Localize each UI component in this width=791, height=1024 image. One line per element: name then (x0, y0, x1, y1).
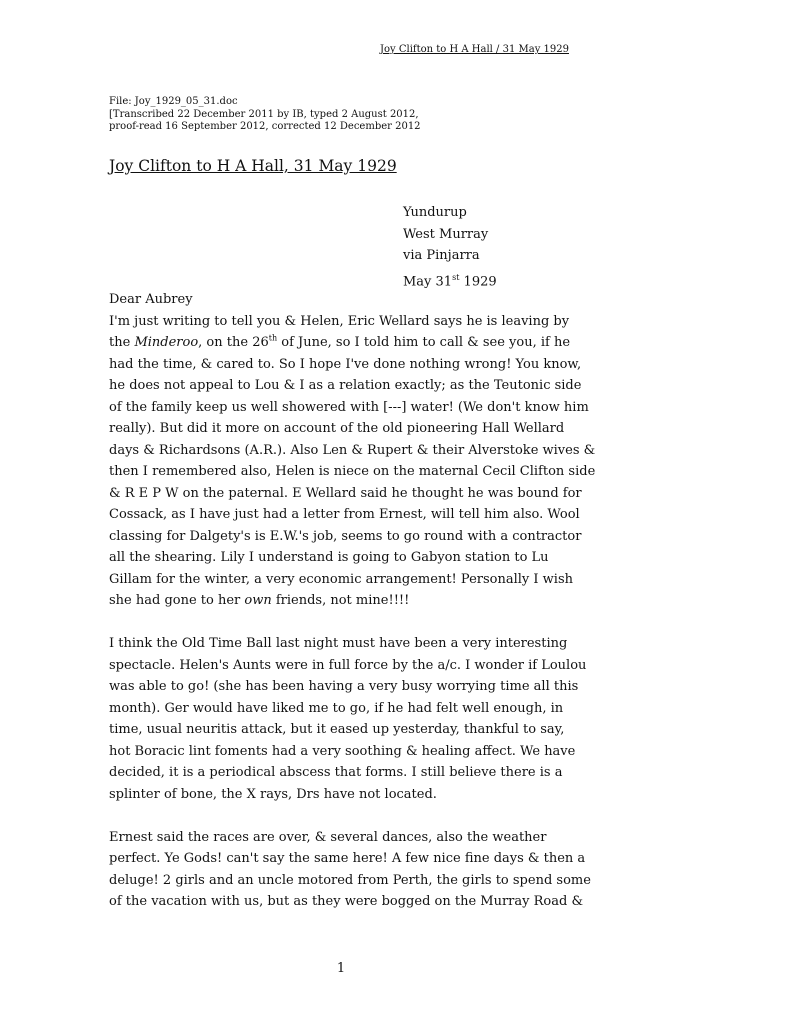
text-line: then I remembered also, Helen is niece on the maternal Cecil Clifton side (109, 464, 596, 479)
text-line: I think the Old Time Ball last night must have been a very interesting (109, 636, 568, 651)
ship-name: Minderoo (134, 335, 199, 350)
paragraph-gap (109, 805, 579, 827)
text-line: all the shearing. Lily I understand is going to Gabyon station to Lu (109, 550, 549, 565)
text-line: the Minderoo, on the 26th of June, so I told him to call & see you, if he (109, 333, 571, 350)
text-line: of the family keep us well showered with [---] water! (We don't know him (109, 399, 589, 415)
text-line: decided, it is a periodical abscess that forms. I still believe there is a (109, 765, 563, 780)
paragraph (109, 633, 587, 805)
file-info-line: [Transcribed 22 December 2011 by IB, typed 2 August 2012, (109, 108, 419, 120)
page-number: 1 (336, 961, 346, 976)
document-title: Joy Clifton to H A Hall, 31 May 1929 (109, 157, 397, 175)
text-line: & R E P W on the paternal. E Wellard said he thought he was bound for (109, 485, 582, 501)
letter-date: May 31st 1929 (403, 272, 497, 289)
text-line: he does not appeal to Lou & I as a relation exactly; as the Teutonic side (109, 378, 582, 393)
text-line: classing for Dalgety's is E.W.'s job, seems to go round with a contractor (109, 528, 582, 544)
address-line: Yundurup (403, 205, 467, 220)
file-info (109, 96, 421, 134)
text-line: month). Ger would have liked me to go, if he had felt well enough, in (109, 700, 564, 716)
salutation: Dear Aubrey (109, 292, 193, 307)
text-line: Cossack, as I have just had a letter from Ernest, will tell him also. Wool (109, 507, 580, 522)
text-line: splinter of bone, the X rays, Drs have not located. (109, 786, 437, 802)
text-line: Gillam for the winter, a very economic arrangement! Personally I wish (109, 571, 573, 587)
paragraph (109, 311, 596, 612)
text-line: spectacle. Helen's Aunts were in full force by the a/c. I wonder if Loulou (109, 657, 587, 673)
text-line: Ernest said the races are over, & several dances, also the weather (109, 829, 547, 845)
text-line: hot Boracic lint foments had a very soothing & healing affect. We have (109, 743, 576, 759)
text-line: days & Richardsons (A.R.). Also Len & Rupert & their Alverstoke wives & (109, 442, 596, 458)
text-line: she had gone to her own friends, not mine!!!! (109, 593, 410, 608)
paragraph-gap (109, 612, 579, 634)
paragraph (109, 827, 591, 913)
text-line: of the vacation with us, but as they were bogged on the Murray Road & (109, 894, 584, 909)
file-info-line: proof-read 16 September 2012, corrected 12 December 2012 (109, 121, 421, 132)
emphasis: own (244, 593, 272, 608)
text-line: had the time, & cared to. So I hope I've done nothing wrong! You know, (109, 356, 582, 372)
file-info-line: File: Joy_1929_05_31.doc (109, 96, 238, 107)
running-header: Joy Clifton to H A Hall / 31 May 1929 (380, 44, 569, 55)
sender-address (403, 202, 497, 292)
text-line: really). But did it more on account of the old pioneering Hall Wellard (109, 421, 565, 436)
letter-body (109, 289, 596, 913)
text-line: deluge! 2 girls and an uncle motored from Perth, the girls to spend some (109, 872, 591, 888)
text-line: perfect. Ye Gods! can't say the same here! A few nice fine days & then a (109, 851, 586, 866)
text-line: I'm just writing to tell you & Helen, Eric Wellard says he is leaving by (109, 313, 570, 329)
address-line: via Pinjarra (403, 248, 480, 263)
text-line: was able to go! (she has been having a very busy worrying time all this (109, 679, 579, 694)
text-line: time, usual neuritis attack, but it eased up yesterday, thankful to say, (109, 722, 565, 737)
address-line: West Murray (403, 226, 489, 242)
